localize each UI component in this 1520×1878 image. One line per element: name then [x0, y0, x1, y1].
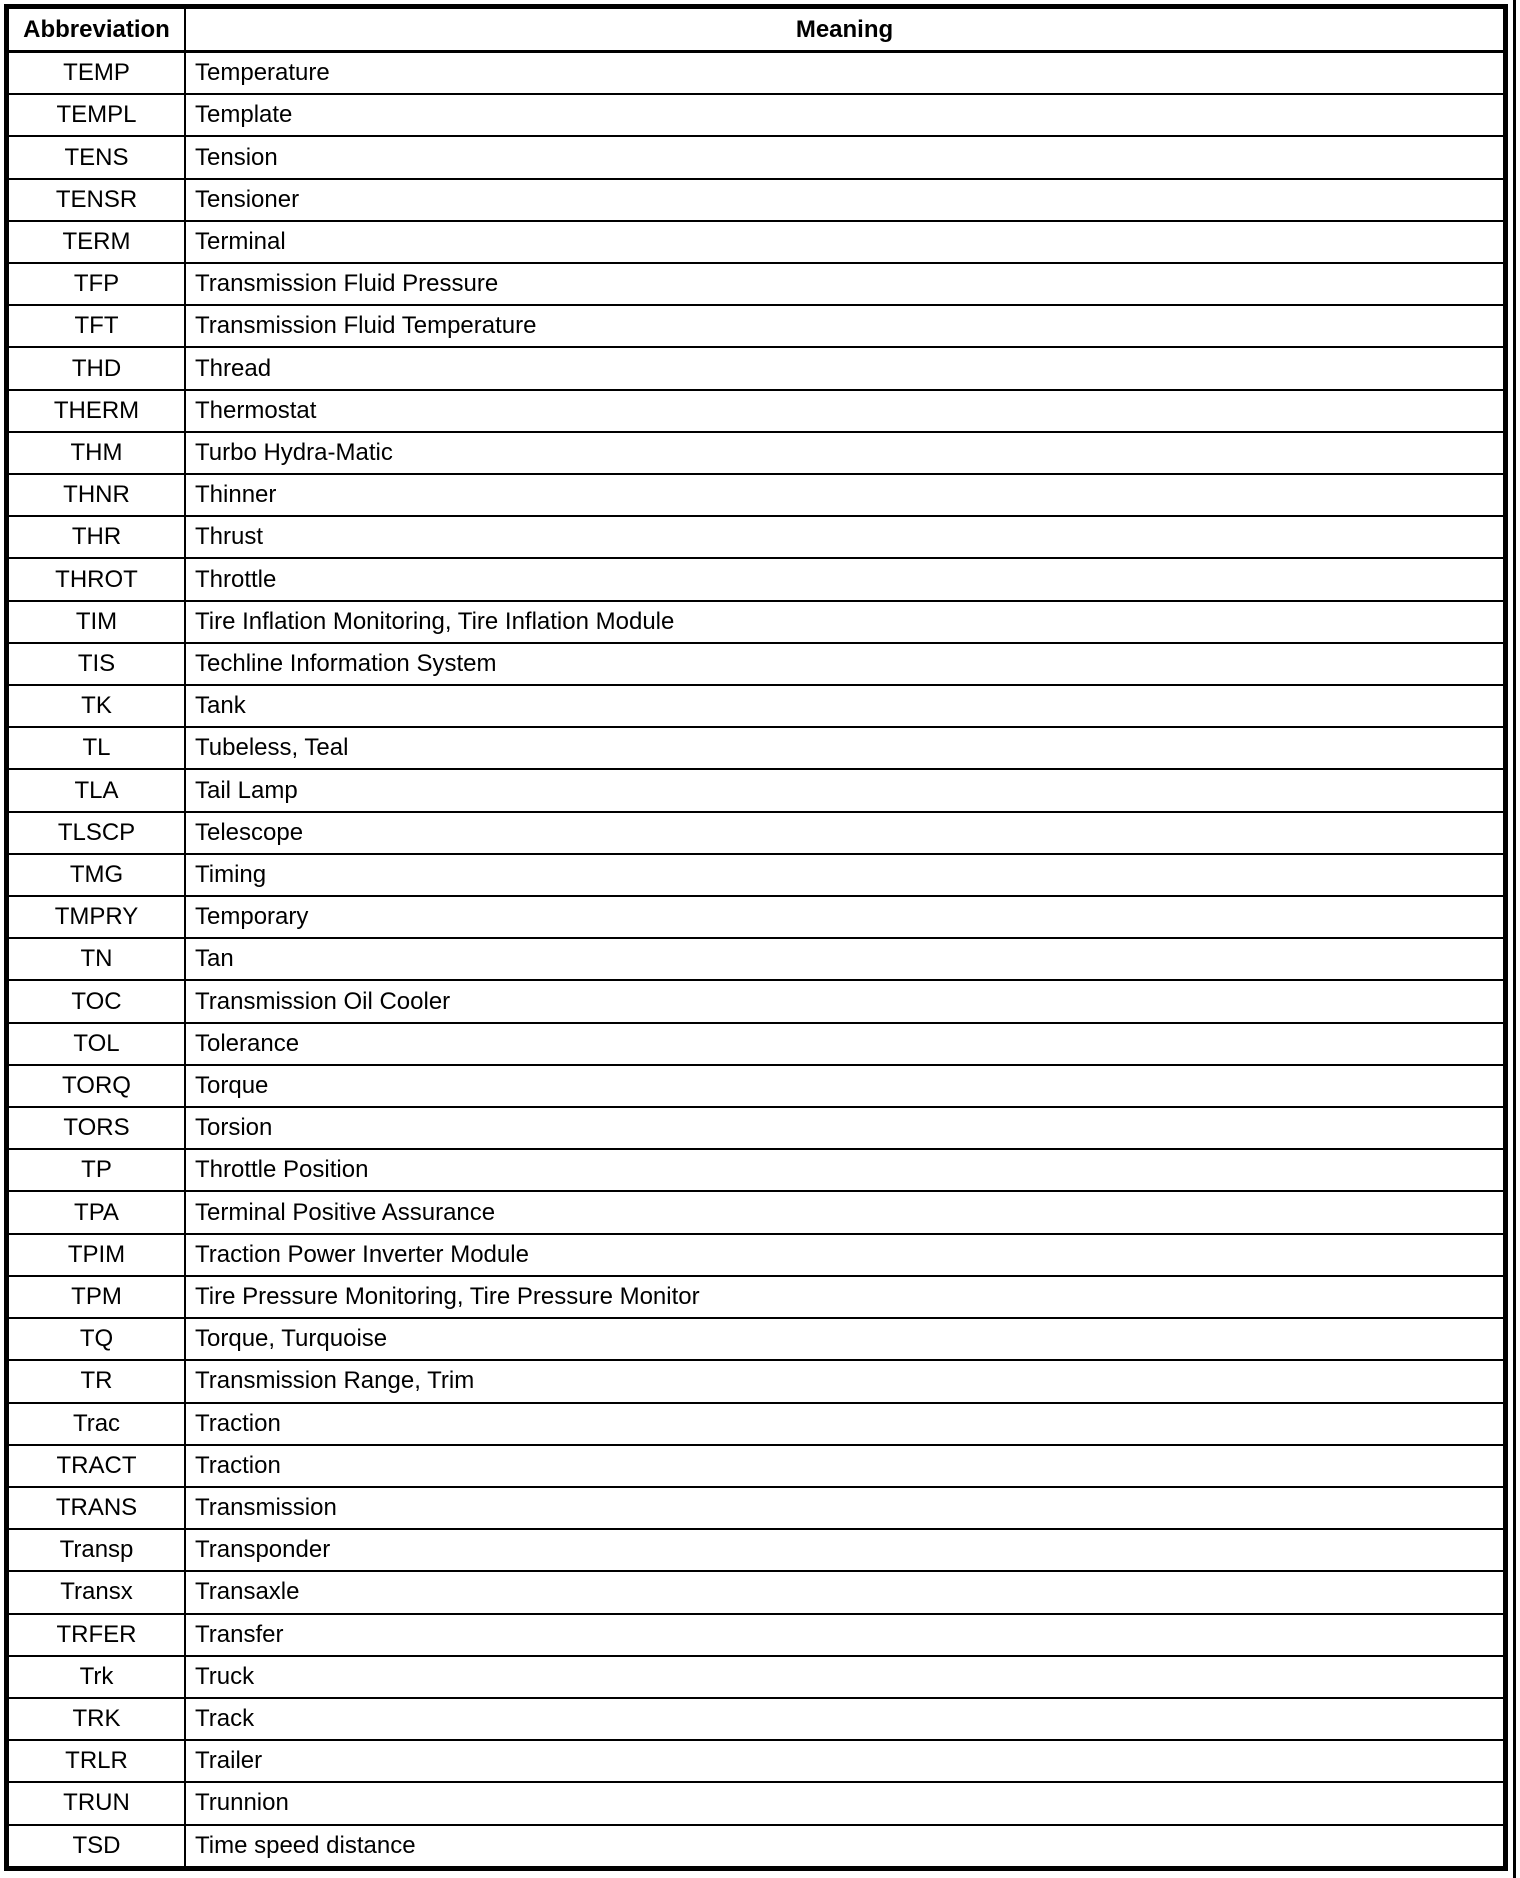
- table-row: [9, 1615, 1503, 1657]
- abbreviation-cell: TP: [9, 1150, 186, 1190]
- table-row: [9, 180, 1503, 222]
- meaning-cell: Tail Lamp: [195, 776, 298, 804]
- table-row: [9, 981, 1503, 1023]
- table-row: [9, 939, 1503, 981]
- meaning-cell: Track: [195, 1705, 255, 1733]
- table-row: [9, 306, 1503, 348]
- meaning-cell: Trailer: [195, 1747, 263, 1775]
- meaning-cell: Torque: [195, 1071, 269, 1099]
- table-row: [9, 686, 1503, 728]
- abbreviation-cell: TN: [9, 939, 186, 979]
- abbreviation-cell: TIS: [9, 644, 186, 684]
- table-row: [9, 1277, 1503, 1319]
- abbreviation-cell: THD: [9, 348, 186, 388]
- meaning-cell: Transfer: [195, 1620, 284, 1648]
- abbreviation-cell: TRACT: [9, 1446, 186, 1486]
- abbreviation-cell: TMPRY: [9, 897, 186, 937]
- abbreviation-table: [4, 4, 1508, 1871]
- meaning-cell: Temperature: [195, 59, 330, 87]
- table-header-row: [9, 9, 1503, 53]
- abbreviation-cell: TRANS: [9, 1488, 186, 1528]
- table-row: [9, 559, 1503, 601]
- table-row: [9, 813, 1503, 855]
- meaning-cell: Traction Power Inverter Module: [195, 1240, 529, 1268]
- abbreviation-cell: TEMP: [9, 53, 186, 93]
- table-row: [9, 1066, 1503, 1108]
- table-row: [9, 1699, 1503, 1741]
- abbreviation-cell: THR: [9, 517, 186, 557]
- table-row: [9, 391, 1503, 433]
- abbreviation-cell: TENS: [9, 137, 186, 177]
- meaning-cell: Tank: [195, 692, 246, 720]
- table-row: [9, 1741, 1503, 1783]
- meaning-cell: Techline Information System: [195, 649, 497, 677]
- abbreviation-cell: TORQ: [9, 1066, 186, 1106]
- meaning-cell: Tire Pressure Monitoring, Tire Pressure Monitor: [195, 1282, 700, 1310]
- abbreviation-cell: THM: [9, 433, 186, 473]
- table-row: [9, 897, 1503, 939]
- meaning-column-header: Meaning: [795, 15, 894, 43]
- abbreviation-cell: THNR: [9, 475, 186, 515]
- table-row: [9, 475, 1503, 517]
- table-row: [9, 137, 1503, 179]
- meaning-cell: Tan: [195, 945, 234, 973]
- meaning-cell: Torsion: [195, 1114, 273, 1142]
- table-row: [9, 1572, 1503, 1614]
- meaning-cell: Transponder: [195, 1536, 331, 1564]
- meaning-cell: Temporary: [195, 903, 309, 931]
- meaning-cell: Turbo Hydra-Matic: [195, 438, 393, 466]
- meaning-cell: Transmission Oil Cooler: [195, 987, 451, 1015]
- meaning-cell: Tension: [195, 143, 278, 171]
- abbreviation-cell: TENSR: [9, 180, 186, 220]
- table-row: [9, 1319, 1503, 1361]
- abbreviation-cell: Transp: [9, 1530, 186, 1570]
- meaning-cell: Traction: [195, 1409, 281, 1437]
- table-row: [9, 1024, 1503, 1066]
- table-row: [9, 644, 1503, 686]
- table-row: [9, 1446, 1503, 1488]
- abbreviation-cell: TERM: [9, 222, 186, 262]
- meaning-cell: Transmission: [195, 1494, 337, 1521]
- abbreviation-cell: TR: [9, 1361, 186, 1401]
- abbreviation-cell: Trk: [9, 1657, 186, 1697]
- table-row: [9, 222, 1503, 264]
- meaning-cell: Throttle Position: [195, 1156, 369, 1184]
- meaning-cell: Tubeless, Teal: [195, 734, 349, 762]
- table-row: [9, 855, 1503, 897]
- meaning-cell: Transmission Fluid Temperature: [195, 312, 537, 340]
- abbreviation-cell: TK: [9, 686, 186, 726]
- abbreviation-column-header: Abbreviation: [9, 9, 186, 50]
- table-row: [9, 95, 1503, 137]
- abbreviation-cell: TRLR: [9, 1741, 186, 1781]
- abbreviation-cell: THROT: [9, 559, 186, 599]
- abbreviation-cell: Transx: [9, 1572, 186, 1612]
- abbreviation-cell: TPM: [9, 1277, 186, 1317]
- abbreviation-cell: TRUN: [9, 1783, 186, 1823]
- meaning-cell: Trunnion: [195, 1789, 289, 1817]
- abbreviation-cell: TLA: [9, 770, 186, 810]
- meaning-cell: Thrust: [195, 523, 264, 551]
- abbreviation-cell: TQ: [9, 1319, 186, 1359]
- meaning-cell: Thinner: [195, 481, 277, 509]
- table-row: [9, 1404, 1503, 1446]
- meaning-cell: Thermostat: [195, 396, 317, 424]
- table-row: [9, 1826, 1503, 1866]
- meaning-cell: Transmission Range, Trim: [195, 1367, 475, 1395]
- table-row: [9, 1235, 1503, 1277]
- table-row: [9, 770, 1503, 812]
- abbreviation-cell: TPA: [9, 1192, 186, 1232]
- table-row: [9, 517, 1503, 559]
- table-row: [9, 1530, 1503, 1572]
- abbreviation-cell: TL: [9, 728, 186, 768]
- abbreviation-cell: TFT: [9, 306, 186, 346]
- meaning-cell: Truck: [195, 1662, 255, 1690]
- abbreviation-cell: TFP: [9, 264, 186, 304]
- page-edge-border: [1513, 0, 1516, 1878]
- abbreviation-cell: TSD: [9, 1826, 186, 1866]
- table-row: [9, 1150, 1503, 1192]
- abbreviation-cell: TEMPL: [9, 95, 186, 135]
- abbreviation-cell: TOC: [9, 981, 186, 1021]
- meaning-cell: Timing: [195, 860, 267, 888]
- abbreviation-cell: TMG: [9, 855, 186, 895]
- meaning-cell: Tolerance: [195, 1029, 300, 1057]
- table-row: [9, 1657, 1503, 1699]
- table-row: [9, 348, 1503, 390]
- meaning-cell: Torque, Turquoise: [195, 1325, 388, 1353]
- abbreviation-cell: TOL: [9, 1024, 186, 1064]
- meaning-cell: Traction: [195, 1451, 281, 1479]
- meaning-cell: Telescope: [195, 818, 304, 846]
- meaning-cell: Tire Inflation Monitoring, Tire Inflation Module: [195, 607, 675, 635]
- table-row: [9, 1108, 1503, 1150]
- table-row: [9, 264, 1503, 306]
- abbreviation-cell: TLSCP: [9, 813, 186, 853]
- abbreviation-cell: TRFER: [9, 1615, 186, 1655]
- table-row: [9, 728, 1503, 770]
- meaning-cell: Time speed distance: [195, 1831, 416, 1859]
- meaning-cell: Terminal: [195, 227, 286, 255]
- abbreviation-cell: TIM: [9, 602, 186, 642]
- abbreviation-cell: TPIM: [9, 1235, 186, 1275]
- table-row: [9, 433, 1503, 475]
- table-row: [9, 1192, 1503, 1234]
- abbreviation-cell: TORS: [9, 1108, 186, 1148]
- abbreviation-cell: TRK: [9, 1699, 186, 1739]
- abbreviation-cell: THERM: [9, 391, 186, 431]
- meaning-cell: Terminal Positive Assurance: [195, 1198, 496, 1226]
- table-row: [9, 53, 1503, 95]
- meaning-cell: Thread: [195, 354, 272, 382]
- meaning-cell: Tensioner: [195, 185, 300, 213]
- meaning-cell: Transaxle: [195, 1578, 300, 1606]
- table-row: [9, 1488, 1503, 1530]
- table-row: [9, 602, 1503, 644]
- table-row: [9, 1783, 1503, 1825]
- meaning-cell: Throttle: [195, 565, 277, 593]
- table-row: [9, 1361, 1503, 1403]
- meaning-cell: Transmission Fluid Pressure: [195, 270, 499, 298]
- meaning-cell: Template: [195, 101, 293, 129]
- abbreviation-cell: Trac: [9, 1404, 186, 1444]
